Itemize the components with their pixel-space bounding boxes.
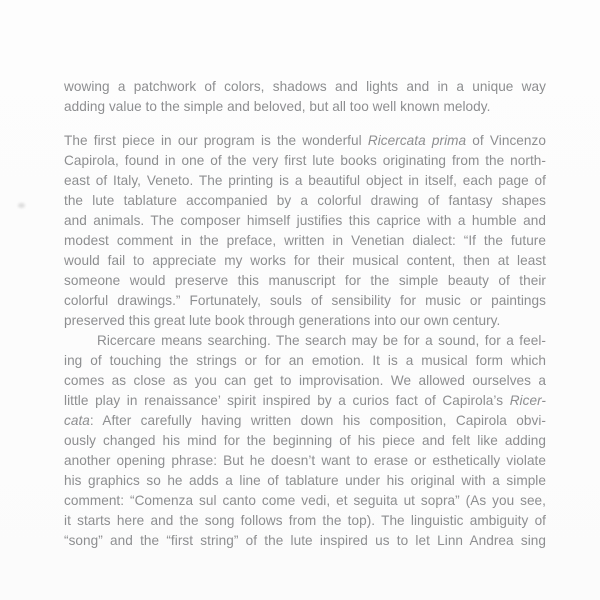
text-segment: would fail to appreciate my works for their musical content, then at least [64,253,546,268]
italic-text-segment: cata [64,413,90,428]
text-line [64,211,546,231]
text-line [64,131,546,151]
text-line [64,451,546,471]
text-line [64,411,546,431]
text-line [64,471,546,491]
text-segment: and animals. The composer himself justifies this caprice with a humble and [64,213,546,228]
text-segment: comment: “Comenza sul canto come vedi, et seguita ut sopra” (As you see, [64,493,546,508]
text-segment: : After carefully having written down his composition, Capirola obvi- [89,413,546,428]
text-line [64,291,546,311]
text-line [64,531,546,551]
text-segment: “song” and the “first string” of the lute inspired us to let Linn Andrea sing [64,533,546,548]
text-line [64,151,546,171]
text-line [64,231,546,251]
text-segment: Capirola, found in one of the very first lute books originating from the north- [64,153,546,168]
text-segment: little play in renaissance’ spirit inspired by a curios fact of Capirola’s [64,393,510,408]
text-line [64,371,546,391]
text-line [64,331,546,351]
text-line [64,431,546,451]
text-segment: his graphics so he adds a line of tablature under his original with a simple [64,473,546,488]
text-line [64,191,546,211]
text-line [64,251,546,271]
text-line [64,171,546,191]
text-line [64,77,546,97]
body-text [64,77,546,551]
text-segment: ously changed his mind for the beginning of his piece and felt like adding [64,433,546,448]
paragraph [64,77,546,117]
text-segment: someone would preserve this manuscript for the simple beauty of their [64,273,546,288]
text-segment: comes as close as you can get to improvisation. We allowed ourselves a [64,373,546,388]
text-segment: of Vincenzo [466,133,546,148]
text-segment: another opening phrase: But he doesn’t want to erase or esthetically violate [64,453,546,468]
text-segment: adding value to the simple and beloved, but all too well known melody. [64,99,491,114]
text-segment: east of Italy, Veneto. The printing is a beautiful object in itself, each page of [64,173,546,188]
text-segment: Ricercare means searching. The search may be for a sound, for a feel- [97,333,546,348]
text-segment: preserved this great lute book through generations into our own century. [64,313,501,328]
text-line [64,511,546,531]
text-line [64,391,546,411]
text-segment: the lute tablature accompanied by a colorful drawing of fantasy shapes [64,193,546,208]
italic-text-segment: Ricercata prima [367,133,467,148]
text-segment: ing of touching the strings or for an emotion. It is a musical form which [64,353,546,368]
paragraph [64,131,546,331]
paragraph [64,331,546,551]
italic-text-segment: Ricer- [509,393,546,408]
text-line [64,97,546,117]
text-segment: it starts here and the song follows from the top). The linguistic ambiguity of [64,513,546,528]
text-line [64,271,546,291]
text-segment: The first piece in our program is the wonderful [64,133,368,148]
text-line [64,351,546,371]
text-segment: wowing a patchwork of colors, shadows and lights and in a unique way [64,79,546,94]
text-line [64,491,546,511]
text-segment: modest comment in the preface, written in Venetian dialect: “If the future [64,233,546,248]
text-segment: colorful drawings.” Fortunately, souls of sensibility for music or paintings [64,293,546,308]
smudge-mark [18,203,25,208]
text-line [64,311,546,331]
